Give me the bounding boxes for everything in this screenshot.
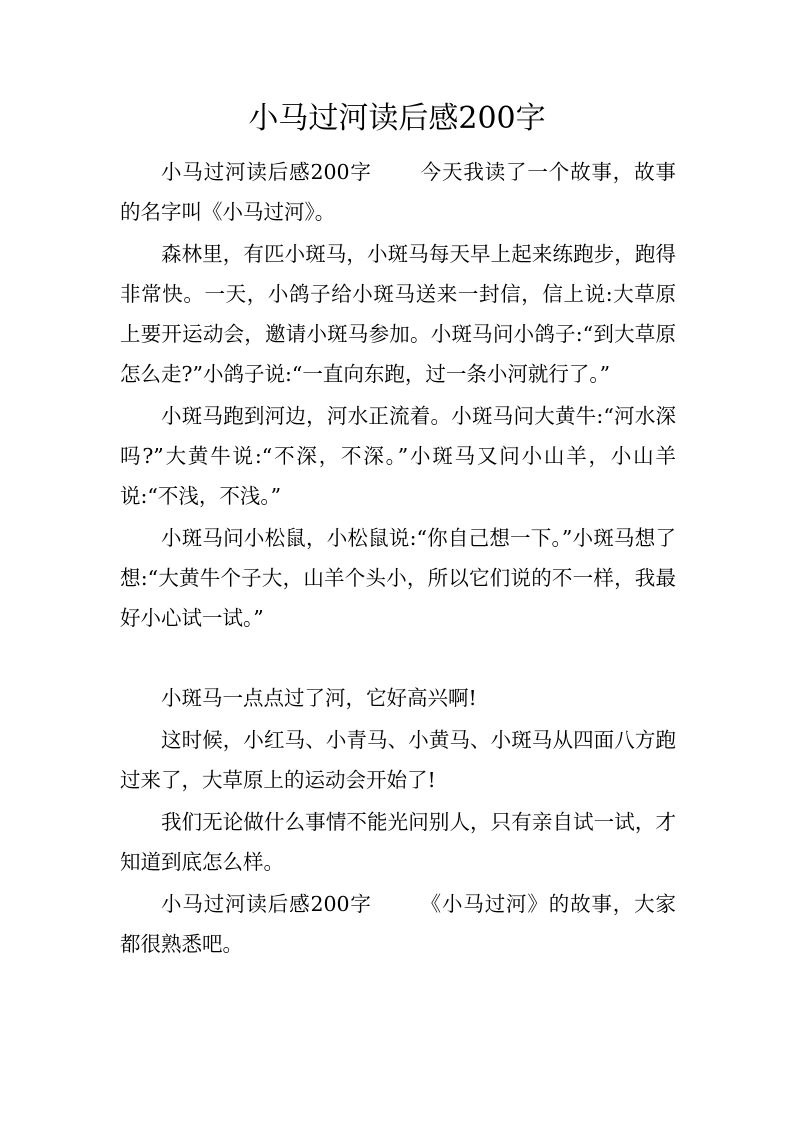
paragraph-text: 今天我读了一个故事，故事的名字叫《小马过河》。: [120, 160, 677, 224]
paragraph-1: [120, 152, 676, 232]
paragraph-4: [120, 518, 676, 638]
paragraph-text: 我们无论做什么事情不能光问别人，只有亲自试一试，才知道到底怎么样。: [120, 810, 676, 874]
paragraph-text: 小斑马跑到河边，河水正流着。小斑马问大黄牛:“河水深吗?”大黄牛说:“不深，不深。”小斑马又问小山羊，小山羊说:“不浅，不浅。”: [120, 404, 676, 508]
paragraph-text: 森林里，有匹小斑马，小斑马每天早上起来练跑步，跑得非常快。一天，小鸽子给小斑马送来一封信，信上说:大草原上要开运动会，邀请小斑马参加。小斑马问小鸽子:“到大草原怎么走?”小鸽子说:“一直向东跑，过一条小河就行了。”: [120, 242, 676, 386]
paragraph-text: 这时候，小红马、小青马、小黄马、小斑马从四面八方跑过来了，大草原上的运动会开始了!: [120, 728, 676, 792]
paragraph-2: [120, 234, 676, 394]
paragraph-text: 小斑马一点点过了河，它好高兴啊!: [161, 686, 477, 710]
paragraph-8: [120, 884, 676, 964]
paragraph-3: [120, 396, 676, 516]
paragraph-5: [120, 678, 676, 718]
document-title: 小马过河读后感200字: [248, 101, 546, 136]
paragraph-lead: 小马过河读后感200字: [161, 892, 372, 916]
paragraph-text: 《小马过河》的故事，大家都很熟悉吧。: [120, 892, 677, 956]
paragraph-7: [120, 802, 676, 882]
paragraph-lead: 小马过河读后感200字: [161, 160, 372, 184]
paragraph-text: 小斑马问小松鼠，小松鼠说:“你自己想一下。”小斑马想了想:“大黄牛个子大，山羊个头小，所以它们说的不一样，我最好小心试一试。”: [120, 526, 676, 630]
paragraph-6: [120, 720, 676, 800]
document-body: [120, 152, 676, 966]
